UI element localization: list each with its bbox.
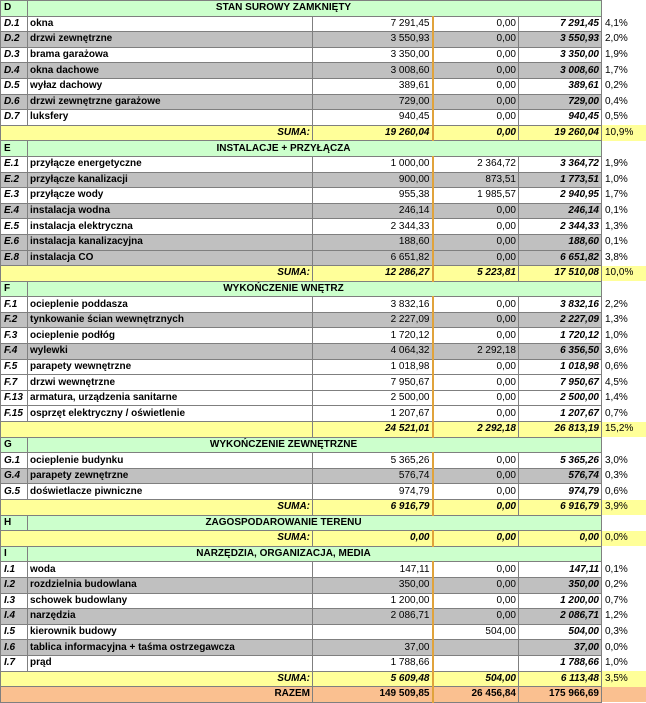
section-sum-total: 6 113,48 bbox=[519, 671, 602, 687]
item-value-services: 0,00 bbox=[433, 94, 519, 110]
section-sum-materials: 0,00 bbox=[313, 531, 433, 547]
item-value-materials: 147,11 bbox=[313, 562, 433, 578]
grand-total-label: RAZEM bbox=[1, 687, 313, 703]
item-value-services: 0,00 bbox=[433, 390, 519, 406]
item-value-materials: 2 086,71 bbox=[313, 609, 433, 625]
item-code: I.7 bbox=[1, 655, 28, 671]
cost-item-row bbox=[1, 593, 646, 609]
item-code: G.4 bbox=[1, 468, 28, 484]
cost-item-row bbox=[1, 655, 646, 671]
section-sum-services: 0,00 bbox=[433, 125, 519, 141]
item-share-percent: 1,9% bbox=[602, 47, 646, 63]
item-share-percent: 0,3% bbox=[602, 624, 646, 640]
item-code: F.5 bbox=[1, 359, 28, 375]
item-value-total: 2 227,09 bbox=[519, 312, 602, 328]
section-code: E bbox=[1, 141, 28, 157]
item-value-total: 1 788,66 bbox=[519, 655, 602, 671]
item-code: F.15 bbox=[1, 406, 28, 422]
section-header-row bbox=[1, 437, 646, 453]
item-value-services: 0,00 bbox=[433, 468, 519, 484]
cost-item-row bbox=[1, 484, 646, 500]
item-share-percent: 1,3% bbox=[602, 312, 646, 328]
item-value-services: 0,00 bbox=[433, 484, 519, 500]
item-value-total: 3 832,16 bbox=[519, 297, 602, 313]
item-value-services: 0,00 bbox=[433, 297, 519, 313]
item-name: rozdzielnia budowlana bbox=[28, 577, 313, 593]
item-value-services: 0,00 bbox=[433, 203, 519, 219]
item-name: przyłącze kanalizacji bbox=[28, 172, 313, 188]
item-value-services: 0,00 bbox=[433, 219, 519, 235]
item-value-materials: 2 227,09 bbox=[313, 312, 433, 328]
item-code: I.5 bbox=[1, 624, 28, 640]
item-code: D.6 bbox=[1, 94, 28, 110]
cost-item-row bbox=[1, 453, 646, 469]
item-value-materials: 1 200,00 bbox=[313, 593, 433, 609]
item-value-materials: 3 008,60 bbox=[313, 63, 433, 79]
section-header-pct-spacer bbox=[602, 515, 646, 531]
section-sum-total: 0,00 bbox=[519, 531, 602, 547]
item-share-percent: 1,4% bbox=[602, 390, 646, 406]
item-value-materials: 6 651,82 bbox=[313, 250, 433, 266]
section-header-pct-spacer bbox=[602, 141, 646, 157]
cost-item-row bbox=[1, 110, 646, 126]
item-value-materials: 389,61 bbox=[313, 78, 433, 94]
item-name: doświetlacze piwniczne bbox=[28, 484, 313, 500]
item-name: schowek budowlany bbox=[28, 593, 313, 609]
item-name: instalacja kanalizacyjna bbox=[28, 234, 313, 250]
item-name: instalacja wodna bbox=[28, 203, 313, 219]
item-name: parapety wewnętrzne bbox=[28, 359, 313, 375]
cost-item-row bbox=[1, 219, 646, 235]
section-code: I bbox=[1, 546, 28, 562]
cost-table-body bbox=[1, 1, 646, 703]
item-name: tynkowanie ścian wewnętrznych bbox=[28, 312, 313, 328]
item-value-materials: 2 500,00 bbox=[313, 390, 433, 406]
item-value-services: 0,00 bbox=[433, 359, 519, 375]
section-sum-row bbox=[1, 531, 646, 547]
item-value-total: 1 200,00 bbox=[519, 593, 602, 609]
cost-item-row bbox=[1, 188, 646, 204]
item-value-total: 1 207,67 bbox=[519, 406, 602, 422]
item-value-total: 1 018,98 bbox=[519, 359, 602, 375]
section-sum-percent: 3,9% bbox=[602, 500, 646, 516]
section-sum-total: 17 510,08 bbox=[519, 266, 602, 282]
cost-item-row bbox=[1, 16, 646, 32]
item-code: F.3 bbox=[1, 328, 28, 344]
section-sum-materials: 12 286,27 bbox=[313, 266, 433, 282]
item-name: drzwi zewnętrzne garażowe bbox=[28, 94, 313, 110]
section-sum-services: 2 292,18 bbox=[433, 422, 519, 438]
cost-item-row bbox=[1, 312, 646, 328]
item-code: E.5 bbox=[1, 219, 28, 235]
item-value-materials: 37,00 bbox=[313, 640, 433, 656]
cost-item-row bbox=[1, 609, 646, 625]
item-value-total: 6 651,82 bbox=[519, 250, 602, 266]
item-share-percent: 2,2% bbox=[602, 297, 646, 313]
item-name: przyłącze wody bbox=[28, 188, 313, 204]
item-value-services: 873,51 bbox=[433, 172, 519, 188]
item-code: I.2 bbox=[1, 577, 28, 593]
item-value-materials: 576,74 bbox=[313, 468, 433, 484]
item-value-total: 576,74 bbox=[519, 468, 602, 484]
cost-item-row bbox=[1, 63, 646, 79]
item-value-total: 5 365,26 bbox=[519, 453, 602, 469]
item-value-total: 940,45 bbox=[519, 110, 602, 126]
section-sum-materials: 24 521,01 bbox=[313, 422, 433, 438]
item-value-total: 504,00 bbox=[519, 624, 602, 640]
item-name: okna dachowe bbox=[28, 63, 313, 79]
item-share-percent: 1,7% bbox=[602, 188, 646, 204]
section-code: D bbox=[1, 1, 28, 17]
item-value-total: 188,60 bbox=[519, 234, 602, 250]
section-header-row bbox=[1, 281, 646, 297]
cost-item-row bbox=[1, 640, 646, 656]
item-value-total: 6 356,50 bbox=[519, 344, 602, 360]
section-title: STAN SUROWY ZAMKNIĘTY bbox=[28, 1, 602, 17]
grand-total-sum: 175 966,69 bbox=[519, 687, 602, 703]
item-share-percent: 0,5% bbox=[602, 110, 646, 126]
section-header-row bbox=[1, 1, 646, 17]
item-value-services: 0,00 bbox=[433, 234, 519, 250]
item-name: tablica informacyjna + taśma ostrzegawcza bbox=[28, 640, 313, 656]
item-value-materials: 1 018,98 bbox=[313, 359, 433, 375]
item-value-services: 2 292,18 bbox=[433, 344, 519, 360]
item-code: D.5 bbox=[1, 78, 28, 94]
cost-item-row bbox=[1, 390, 646, 406]
section-sum-total: 26 813,19 bbox=[519, 422, 602, 438]
item-value-total: 2 344,33 bbox=[519, 219, 602, 235]
section-sum-percent: 10,9% bbox=[602, 125, 646, 141]
section-sum-total: 6 916,79 bbox=[519, 500, 602, 516]
section-sum-label: SUMA: bbox=[1, 531, 313, 547]
item-share-percent: 1,2% bbox=[602, 609, 646, 625]
item-value-materials: 1 720,12 bbox=[313, 328, 433, 344]
item-value-services: 0,00 bbox=[433, 375, 519, 391]
item-name: wylewki bbox=[28, 344, 313, 360]
section-header-row bbox=[1, 515, 646, 531]
item-code: F.4 bbox=[1, 344, 28, 360]
item-value-services bbox=[433, 640, 519, 656]
item-name: okna bbox=[28, 16, 313, 32]
item-value-services: 2 364,72 bbox=[433, 156, 519, 172]
section-sum-percent: 15,2% bbox=[602, 422, 646, 438]
item-share-percent: 3,8% bbox=[602, 250, 646, 266]
section-sum-row bbox=[1, 500, 646, 516]
cost-item-row bbox=[1, 468, 646, 484]
item-value-total: 3 364,72 bbox=[519, 156, 602, 172]
item-value-materials: 3 832,16 bbox=[313, 297, 433, 313]
item-value-materials bbox=[313, 624, 433, 640]
item-share-percent: 4,1% bbox=[602, 16, 646, 32]
item-code: E.6 bbox=[1, 234, 28, 250]
section-sum-percent: 10,0% bbox=[602, 266, 646, 282]
section-title: NARZĘDZIA, ORGANIZACJA, MEDIA bbox=[28, 546, 602, 562]
item-name: narzędzia bbox=[28, 609, 313, 625]
item-value-services bbox=[433, 655, 519, 671]
item-value-total: 389,61 bbox=[519, 78, 602, 94]
item-share-percent: 1,0% bbox=[602, 328, 646, 344]
section-header-pct-spacer bbox=[602, 1, 646, 17]
item-name: ocieplenie budynku bbox=[28, 453, 313, 469]
cost-item-row bbox=[1, 32, 646, 48]
item-share-percent: 0,4% bbox=[602, 94, 646, 110]
item-value-materials: 729,00 bbox=[313, 94, 433, 110]
item-share-percent: 1,0% bbox=[602, 172, 646, 188]
item-value-services: 504,00 bbox=[433, 624, 519, 640]
item-name: ocieplenie podłóg bbox=[28, 328, 313, 344]
item-code: D.2 bbox=[1, 32, 28, 48]
item-value-services: 0,00 bbox=[433, 250, 519, 266]
item-name: drzwi wewnętrzne bbox=[28, 375, 313, 391]
item-name: armatura, urządzenia sanitarne bbox=[28, 390, 313, 406]
item-value-services: 0,00 bbox=[433, 593, 519, 609]
item-value-total: 3 350,00 bbox=[519, 47, 602, 63]
section-sum-services: 0,00 bbox=[433, 531, 519, 547]
item-share-percent: 1,3% bbox=[602, 219, 646, 235]
item-value-materials: 188,60 bbox=[313, 234, 433, 250]
item-share-percent: 0,6% bbox=[602, 484, 646, 500]
item-value-total: 350,00 bbox=[519, 577, 602, 593]
section-code: H bbox=[1, 515, 28, 531]
item-value-materials: 900,00 bbox=[313, 172, 433, 188]
item-value-services: 0,00 bbox=[433, 328, 519, 344]
item-share-percent: 1,9% bbox=[602, 156, 646, 172]
item-share-percent: 2,0% bbox=[602, 32, 646, 48]
item-value-total: 7 950,67 bbox=[519, 375, 602, 391]
item-name: parapety zewnętrzne bbox=[28, 468, 313, 484]
item-share-percent: 0,3% bbox=[602, 468, 646, 484]
item-value-total: 246,14 bbox=[519, 203, 602, 219]
item-code: I.3 bbox=[1, 593, 28, 609]
section-sum-row bbox=[1, 422, 646, 438]
grand-total-services: 26 456,84 bbox=[433, 687, 519, 703]
item-name: prąd bbox=[28, 655, 313, 671]
cost-item-row bbox=[1, 562, 646, 578]
item-value-services: 1 985,57 bbox=[433, 188, 519, 204]
item-value-total: 1 773,51 bbox=[519, 172, 602, 188]
item-share-percent: 0,6% bbox=[602, 359, 646, 375]
item-value-services: 0,00 bbox=[433, 110, 519, 126]
item-value-materials: 940,45 bbox=[313, 110, 433, 126]
grand-total-row bbox=[1, 687, 646, 703]
item-name: osprzęt elektryczny / oświetlenie bbox=[28, 406, 313, 422]
section-sum-services: 504,00 bbox=[433, 671, 519, 687]
item-value-materials: 1 207,67 bbox=[313, 406, 433, 422]
item-value-total: 147,11 bbox=[519, 562, 602, 578]
item-value-total: 729,00 bbox=[519, 94, 602, 110]
cost-item-row bbox=[1, 359, 646, 375]
item-code: E.1 bbox=[1, 156, 28, 172]
section-sum-percent: 3,5% bbox=[602, 671, 646, 687]
item-share-percent: 3,0% bbox=[602, 453, 646, 469]
item-name: luksfery bbox=[28, 110, 313, 126]
section-header-pct-spacer bbox=[602, 281, 646, 297]
item-value-services: 0,00 bbox=[433, 78, 519, 94]
item-name: brama garażowa bbox=[28, 47, 313, 63]
item-code: F.2 bbox=[1, 312, 28, 328]
section-sum-percent: 0,0% bbox=[602, 531, 646, 547]
cost-item-row bbox=[1, 78, 646, 94]
item-value-materials: 974,79 bbox=[313, 484, 433, 500]
item-value-services: 0,00 bbox=[433, 609, 519, 625]
section-title: WYKOŃCZENIE WNĘTRZ bbox=[28, 281, 602, 297]
item-share-percent: 3,6% bbox=[602, 344, 646, 360]
section-header-pct-spacer bbox=[602, 546, 646, 562]
item-code: E.3 bbox=[1, 188, 28, 204]
item-value-total: 3 008,60 bbox=[519, 63, 602, 79]
item-value-materials: 7 950,67 bbox=[313, 375, 433, 391]
section-sum-materials: 19 260,04 bbox=[313, 125, 433, 141]
item-share-percent: 0,1% bbox=[602, 203, 646, 219]
item-value-total: 2 086,71 bbox=[519, 609, 602, 625]
section-sum-row bbox=[1, 125, 646, 141]
item-value-materials: 5 365,26 bbox=[313, 453, 433, 469]
item-share-percent: 0,2% bbox=[602, 577, 646, 593]
cost-item-row bbox=[1, 250, 646, 266]
cost-item-row bbox=[1, 406, 646, 422]
item-value-services: 0,00 bbox=[433, 47, 519, 63]
cost-item-row bbox=[1, 624, 646, 640]
cost-item-row bbox=[1, 297, 646, 313]
item-share-percent: 0,2% bbox=[602, 78, 646, 94]
section-title: WYKOŃCZENIE ZEWNĘTRZNE bbox=[28, 437, 602, 453]
item-value-services: 0,00 bbox=[433, 577, 519, 593]
cost-item-row bbox=[1, 234, 646, 250]
section-code: G bbox=[1, 437, 28, 453]
item-code: F.13 bbox=[1, 390, 28, 406]
item-name: ocieplenie poddasza bbox=[28, 297, 313, 313]
item-value-materials: 3 350,00 bbox=[313, 47, 433, 63]
item-value-total: 37,00 bbox=[519, 640, 602, 656]
section-sum-label: SUMA: bbox=[1, 266, 313, 282]
section-sum-row bbox=[1, 671, 646, 687]
item-value-services: 0,00 bbox=[433, 312, 519, 328]
item-value-materials: 4 064,32 bbox=[313, 344, 433, 360]
item-name: przyłącze energetyczne bbox=[28, 156, 313, 172]
cost-item-row bbox=[1, 172, 646, 188]
cost-item-row bbox=[1, 344, 646, 360]
item-code: E.4 bbox=[1, 203, 28, 219]
item-value-services: 0,00 bbox=[433, 562, 519, 578]
item-code: D.7 bbox=[1, 110, 28, 126]
item-value-total: 2 500,00 bbox=[519, 390, 602, 406]
cost-item-row bbox=[1, 577, 646, 593]
item-share-percent: 4,5% bbox=[602, 375, 646, 391]
section-sum-label: SUMA: bbox=[1, 500, 313, 516]
cost-item-row bbox=[1, 328, 646, 344]
item-share-percent: 0,1% bbox=[602, 562, 646, 578]
item-value-materials: 1 788,66 bbox=[313, 655, 433, 671]
item-code: F.7 bbox=[1, 375, 28, 391]
item-value-materials: 246,14 bbox=[313, 203, 433, 219]
section-sum-services: 0,00 bbox=[433, 500, 519, 516]
item-code: D.3 bbox=[1, 47, 28, 63]
item-code: I.6 bbox=[1, 640, 28, 656]
item-share-percent: 0,7% bbox=[602, 593, 646, 609]
item-name: instalacja elektryczna bbox=[28, 219, 313, 235]
cost-item-row bbox=[1, 94, 646, 110]
item-code: E.8 bbox=[1, 250, 28, 266]
section-header-row bbox=[1, 546, 646, 562]
item-value-materials: 2 344,33 bbox=[313, 219, 433, 235]
item-value-services: 0,00 bbox=[433, 406, 519, 422]
item-name: wyłaz dachowy bbox=[28, 78, 313, 94]
section-sum-materials: 5 609,48 bbox=[313, 671, 433, 687]
cost-item-row bbox=[1, 47, 646, 63]
item-name: drzwi zewnętrzne bbox=[28, 32, 313, 48]
item-value-services: 0,00 bbox=[433, 453, 519, 469]
section-sum-materials: 6 916,79 bbox=[313, 500, 433, 516]
item-value-total: 974,79 bbox=[519, 484, 602, 500]
item-value-total: 1 720,12 bbox=[519, 328, 602, 344]
section-title: INSTALACJE + PRZYŁĄCZA bbox=[28, 141, 602, 157]
item-share-percent: 0,1% bbox=[602, 234, 646, 250]
item-share-percent: 0,0% bbox=[602, 640, 646, 656]
item-code: F.1 bbox=[1, 297, 28, 313]
item-value-services: 0,00 bbox=[433, 63, 519, 79]
item-share-percent: 1,7% bbox=[602, 63, 646, 79]
item-code: D.1 bbox=[1, 16, 28, 32]
cost-item-row bbox=[1, 156, 646, 172]
item-code: G.5 bbox=[1, 484, 28, 500]
item-value-total: 3 550,93 bbox=[519, 32, 602, 48]
section-sum-label: SUMA: bbox=[1, 125, 313, 141]
item-value-materials: 7 291,45 bbox=[313, 16, 433, 32]
item-name: kierownik budowy bbox=[28, 624, 313, 640]
item-code: D.4 bbox=[1, 63, 28, 79]
item-value-materials: 350,00 bbox=[313, 577, 433, 593]
section-header-pct-spacer bbox=[602, 437, 646, 453]
item-value-services: 0,00 bbox=[433, 16, 519, 32]
section-sum-services: 5 223,81 bbox=[433, 266, 519, 282]
grand-total-materials: 149 509,85 bbox=[313, 687, 433, 703]
item-code: E.2 bbox=[1, 172, 28, 188]
grand-total-pct-spacer bbox=[602, 687, 646, 703]
cost-item-row bbox=[1, 203, 646, 219]
section-header-row bbox=[1, 141, 646, 157]
item-share-percent: 1,0% bbox=[602, 655, 646, 671]
section-code: F bbox=[1, 281, 28, 297]
item-name: woda bbox=[28, 562, 313, 578]
item-value-total: 2 940,95 bbox=[519, 188, 602, 204]
item-value-materials: 955,38 bbox=[313, 188, 433, 204]
section-sum-label bbox=[1, 422, 313, 438]
item-value-materials: 1 000,00 bbox=[313, 156, 433, 172]
section-sum-row bbox=[1, 266, 646, 282]
item-value-materials: 3 550,93 bbox=[313, 32, 433, 48]
item-code: I.1 bbox=[1, 562, 28, 578]
item-code: I.4 bbox=[1, 609, 28, 625]
cost-item-row bbox=[1, 375, 646, 391]
item-share-percent: 0,7% bbox=[602, 406, 646, 422]
section-sum-label: SUMA: bbox=[1, 671, 313, 687]
item-value-total: 7 291,45 bbox=[519, 16, 602, 32]
section-sum-total: 19 260,04 bbox=[519, 125, 602, 141]
item-name: instalacja CO bbox=[28, 250, 313, 266]
item-code: G.1 bbox=[1, 453, 28, 469]
section-title: ZAGOSPODAROWANIE TERENU bbox=[28, 515, 602, 531]
item-value-services: 0,00 bbox=[433, 32, 519, 48]
